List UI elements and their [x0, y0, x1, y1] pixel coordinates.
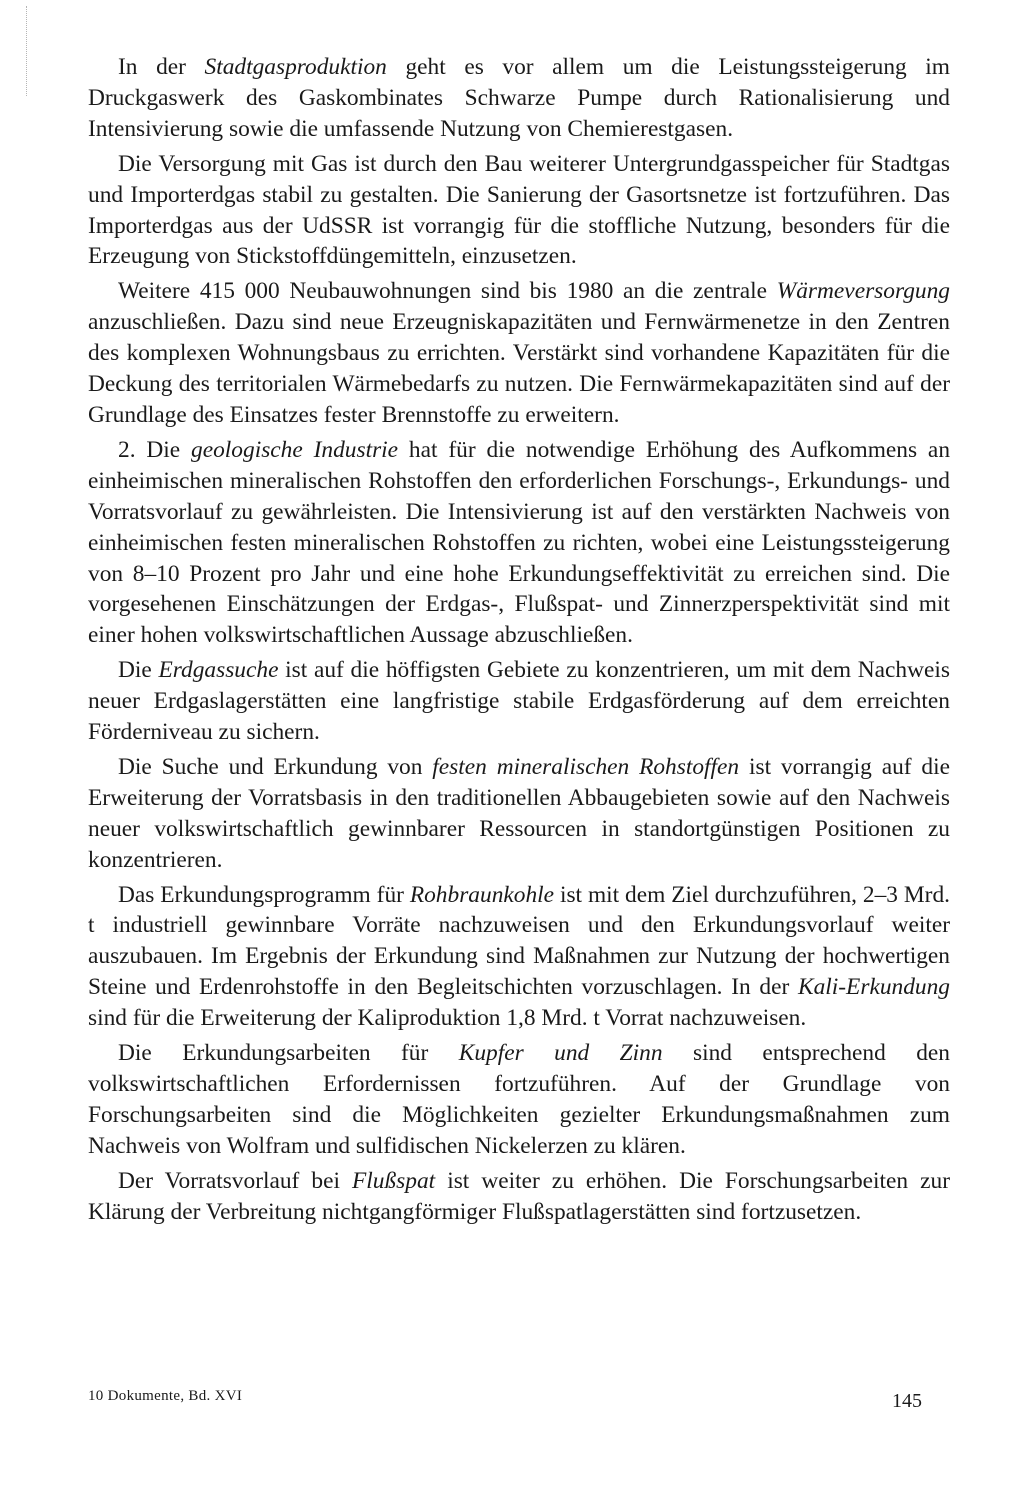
text-run: Die: [118, 657, 159, 684]
text-run: In der: [118, 54, 205, 80]
emphasis-run: geologische Industrie: [191, 436, 399, 463]
emphasis-run: Stadtgasproduktion: [204, 54, 387, 80]
margin-scan-mark: [26, 6, 29, 96]
paragraph-waermeversorgung: [88, 276, 950, 431]
paragraph-gasversorgung: [88, 149, 950, 273]
page-number: 145: [892, 1390, 922, 1412]
text-run: sind entsprechend den volkswirtschaftlichen Erfordernissen fortzuführen. Auf der Grundlage von Forschungsarbeiten sind die Möglichkeiten gezielter Erkundungsmaßnahmen zum Nachweis von Wolfram und sulfidischen Nickelerzen zu klären.: [88, 1040, 951, 1159]
paragraph-geologische-industrie: [88, 435, 950, 651]
paragraph-rohbraunkohle: [88, 880, 950, 1035]
text-run: Die Erkundungsarbeiten für: [118, 1040, 459, 1067]
paragraph-erdgassuche: [88, 655, 950, 748]
text-run: sind für die Erweiterung der Kaliproduktion 1,8 Mrd. t Vorrat nachzuweisen.: [88, 1005, 807, 1032]
text-run: Die Versorgung mit Gas ist durch den Bau weiterer Untergrundgasspeicher für Stadtgas und Importerdgas stabil zu gestalten. Die Sanierung der Gasortsnetze ist fortzuführen. Das Importerdgas aus der UdSSR ist vorrangig für die stoffliche Nutzung, besonders für die Erzeugung von Stickstoffdüngemitteln, einzusetzen.: [88, 150, 950, 270]
text-run: ist vorrangig auf die Erweiterung der Vorratsbasis in den traditionellen Abbaugebieten sowie auf den Nachweis neuer volkswirtschaftlich gewinnbarer Ressourcen in standortgünstigen Positionen zu konzentrieren.: [88, 753, 950, 873]
paragraph-flussspat: [88, 1166, 950, 1228]
text-run: geht es vor allem um die Leistungssteigerung im Druckgaswerk des Gaskombinates Schwarze Pumpe durch Rationalisierung und Intensivierung sowie die umfassende Nutzung von Chemierestgasen.: [88, 54, 950, 142]
text-run: Der Vorratsvorlauf bei: [118, 1167, 352, 1194]
paragraph-stadtgas: [88, 52, 950, 145]
page-body: [88, 52, 950, 1232]
text-run: Weitere 415 000 Neubauwohnungen sind bis 1980 an die zentrale: [118, 278, 777, 305]
text-run: ist auf die höffigsten Gebiete zu konzentrieren, um mit dem Nachweis neuer Erdgaslagerstätten eine langfristige stabile Erdgasförderung auf dem erreichten Förderniveau zu sichern.: [88, 657, 950, 746]
text-run: 2. Die: [118, 436, 192, 463]
text-run: hat für die notwendige Erhöhung des Aufkommens an einheimischen mineralischen Rohstoffen den erforderlichen Forschungs-, Erkundungs- und Vorratsvorlauf zu gewährleisten. Die Intensivierung ist auf den verstärkten Nachweis von einheimischen festen mineralischen Rohstoffen zu richten, wobei eine Leistungssteigerung von 8–10 Prozent pro Jahr und eine hohe Erkundungseffektivität zu erreichen sind. Die vorgesehenen Einschätzungen der Erdgas-, Flußspat- und Zinnerzperspektivität sind mit einer hohen volkswirtschaftlichen Aussage abzuschließen.: [88, 436, 951, 649]
text-run: anzuschließen. Dazu sind neue Erzeugniskapazitäten und Fernwärmenetze in den Zentren des komplexen Wohnungsbaus zu errichten. Verstärkt sind vorhandene Kapazitäten für die Deckung des territorialen Wärmebedarfs zu nutzen. Die Fernwärmekapazitäten sind auf der Grundlage des Einsatzes fester Brennstoffe zu erweitern.: [88, 309, 950, 428]
paragraph-kupfer-zinn: [88, 1038, 950, 1162]
emphasis-run: festen mineralischen Rohstoffen: [432, 753, 740, 780]
text-run: Die Suche und Erkundung von: [118, 753, 433, 780]
emphasis-run: Erdgassuche: [158, 657, 279, 684]
emphasis-run: Wärmeversorgung: [776, 278, 950, 305]
text-run: ist weiter zu erhöhen. Die Forschungsarbeiten zur Klärung der Verbreitung nichtgangförmiger Flußspatlagerstätten sind fortzusetzen.: [88, 1167, 951, 1225]
paragraph-feste-rohstoffe: [88, 752, 950, 876]
text-run: Das Erkundungsprogramm für: [118, 881, 410, 908]
text-run: ist mit dem Ziel durchzuführen, 2–3 Mrd. t industriell gewinnbare Vorräte nachzuweisen und den Erkundungsvorlauf weiter auszubauen. Im Ergebnis der Erkundung sind Maßnahmen zur Nutzung der hochwertigen Steine und Erdenrohstoffe in den Begleitschichten vorzuschlagen. In der: [88, 881, 950, 1001]
emphasis-run: Rohbraunkohle: [409, 881, 555, 908]
emphasis-run: Flußspat: [352, 1167, 436, 1194]
emphasis-run: Kali-Erkundung: [797, 974, 950, 1001]
emphasis-run: Kupfer und Zinn: [458, 1040, 663, 1067]
printer-signature: 10 Dokumente, Bd. XVI: [88, 1388, 243, 1404]
